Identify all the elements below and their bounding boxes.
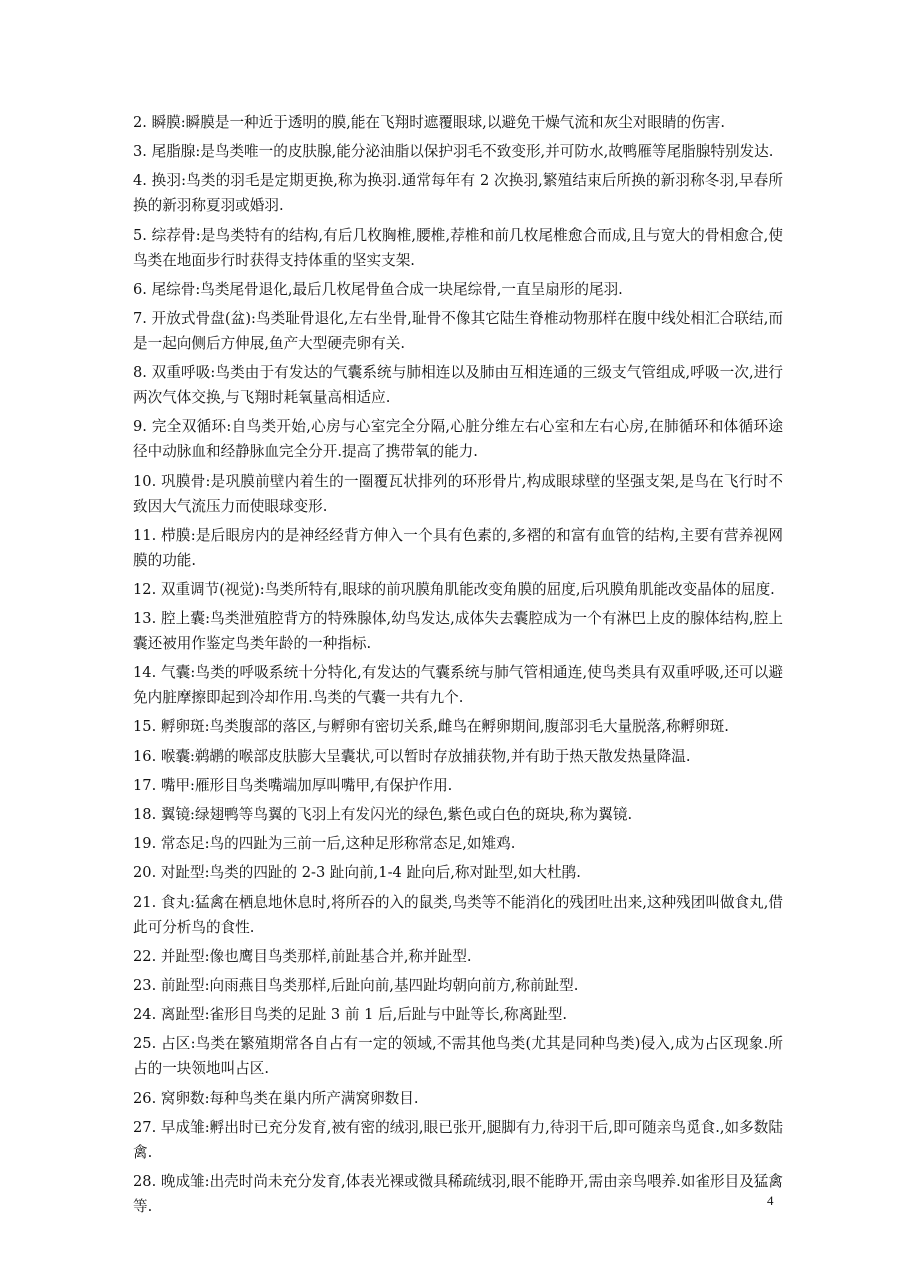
entry-10: 10. 巩膜骨:是巩膜前壁内着生的一圈覆瓦状排列的环形骨片,构成眼球壁的坚强支架,是鸟在飞行时不致因大气流压力而使眼球变形. <box>133 472 783 515</box>
entry-4: 4. 换羽:鸟类的羽毛是定期更换,称为换羽.通常每年有 2 次换羽,繁殖结束后所换的新羽称冬羽,早春所换的新羽称夏羽或婚羽. <box>133 172 783 215</box>
entry-20: 20. 对趾型:鸟类的四趾的 2-3 趾向前,1-4 趾向后,称对趾型,如大杜鹃. <box>133 864 581 882</box>
entry-11: 11. 栉膜:是后眼房内的是神经经背方伸入一个具有色素的,多褶的和富有血管的结构,主要有营养视网膜的功能. <box>133 526 783 569</box>
entry-2: 2. 瞬膜:瞬膜是一种近于透明的膜,能在飞翔时遮覆眼球,以避免干燥气流和灰尘对眼睛的伤害. <box>133 114 725 131</box>
entry-26: 26. 窝卵数:每种鸟类在巢内所产满窝卵数目. <box>133 1089 419 1107</box>
entry-5: 5. 综荐骨:是鸟类特有的结构,有后几枚胸椎,腰椎,荐椎和前几枚尾椎愈合而成,且与宽大的骨相愈合,使鸟类在地面步行时获得支持体重的坚实支架. <box>133 226 783 269</box>
entry-24: 24. 离趾型:雀形目鸟类的足趾 3 前 1 后,后趾与中趾等长,称离趾型. <box>133 1006 568 1024</box>
entry-25: 25. 占区:鸟类在繁殖期常各自占有一定的领域,不需其他鸟类(尤其是同种鸟类)侵入,成为占区现象.所占的一块领地叫占区. <box>133 1035 783 1078</box>
entry-18: 18. 翼镜:绿翅鸭等鸟翼的飞羽上有发闪光的绿色,紫色或白色的斑块,称为翼镜. <box>133 806 633 823</box>
entry-7: 7. 开放式骨盘(盆):鸟类耻骨退化,左右坐骨,耻骨不像其它陆生脊椎动物那样在腹中线处相汇合联结,而是一起向侧后方伸展,鱼产大型硬壳卵有关. <box>133 309 783 352</box>
document-body <box>133 110 783 1223</box>
entry-27: 27. 早成雏:孵出时已充分发育,被有密的绒羽,眼已张开,腿脚有力,待羽干后,即可随亲鸟觅食.,如多数陆禽. <box>133 1118 783 1161</box>
entry-6: 6. 尾综骨:鸟类尾骨退化,最后几枚尾骨鱼合成一块尾综骨,一直呈扇形的尾羽. <box>133 280 623 298</box>
entry-9: 9. 完全双循环:自鸟类开始,心房与心室完全分隔,心脏分维左右心室和左右心房,在肺循环和体循环途径中动脉血和经静脉血完全分开.提高了携带氧的能力. <box>133 418 783 461</box>
entry-13: 13. 腔上囊:鸟类泄殖腔背方的特殊腺体,幼鸟发达,成体失去囊腔成为一个有淋巴上皮的腺体结构,腔上囊还被用作鉴定鸟类年龄的一种指标. <box>133 610 783 653</box>
entry-8: 8. 双重呼吸:鸟类由于有发达的气囊系统与肺相连以及肺由互相连通的三级支气管组成,呼吸一次,进行两次气体交换,与飞翔时耗氧量高相适应. <box>133 364 783 407</box>
entry-17: 17. 嘴甲:雁形目鸟类嘴端加厚叫嘴甲,有保护作用. <box>133 776 453 794</box>
entry-21: 21. 食丸:猛禽在栖息地休息时,将所吞的入的鼠类,鸟类等不能消化的残团吐出来,这种残团叫做食丸,借此可分析鸟的食性. <box>133 893 783 936</box>
entry-16: 16. 喉囊:鹈鹕的喉部皮肤膨大呈囊状,可以暂时存放捕获物,并有助于热天散发热量降温. <box>133 747 691 765</box>
entry-15: 15. 孵卵斑:鸟类腹部的落区,与孵卵有密切关系,雌鸟在孵卵期间,腹部羽毛大量脱落,称孵卵斑. <box>133 718 729 736</box>
entry-14: 14. 气囊:鸟类的呼吸系统十分特化,有发达的气囊系统与肺气管相通连,使鸟类具有双重呼吸,还可以避免内脏摩擦即起到冷却作用.鸟类的气囊一共有九个. <box>133 664 783 707</box>
entry-23: 23. 前趾型:向雨燕目鸟类那样,后趾向前,基四趾均朝向前方,称前趾型. <box>133 976 579 994</box>
entry-12: 12. 双重调节(视觉):鸟类所特有,眼球的前巩膜角肌能改变角膜的屈度,后巩膜角肌能改变晶体的屈度. <box>133 580 775 598</box>
entry-22: 22. 并趾型:像也鹰目鸟类那样,前趾基合并,称并趾型. <box>133 947 472 965</box>
entry-19: 19. 常态足:鸟的四趾为三前一后,这种足形称常态足,如雉鸡. <box>133 835 516 853</box>
entry-3: 3. 尾脂腺:是鸟类唯一的皮肤腺,能分泌油脂以保护羽毛不致变形,并可防水,故鸭雁等尾脂腺特别发达. <box>133 143 774 161</box>
entry-28: 28. 晚成雏:出壳时尚未充分发育,体表光裸或微具稀疏绒羽,眼不能睁开,需由亲鸟喂养.如雀形目及猛禽等. <box>133 1172 783 1215</box>
page-number: 4 <box>767 1193 774 1208</box>
